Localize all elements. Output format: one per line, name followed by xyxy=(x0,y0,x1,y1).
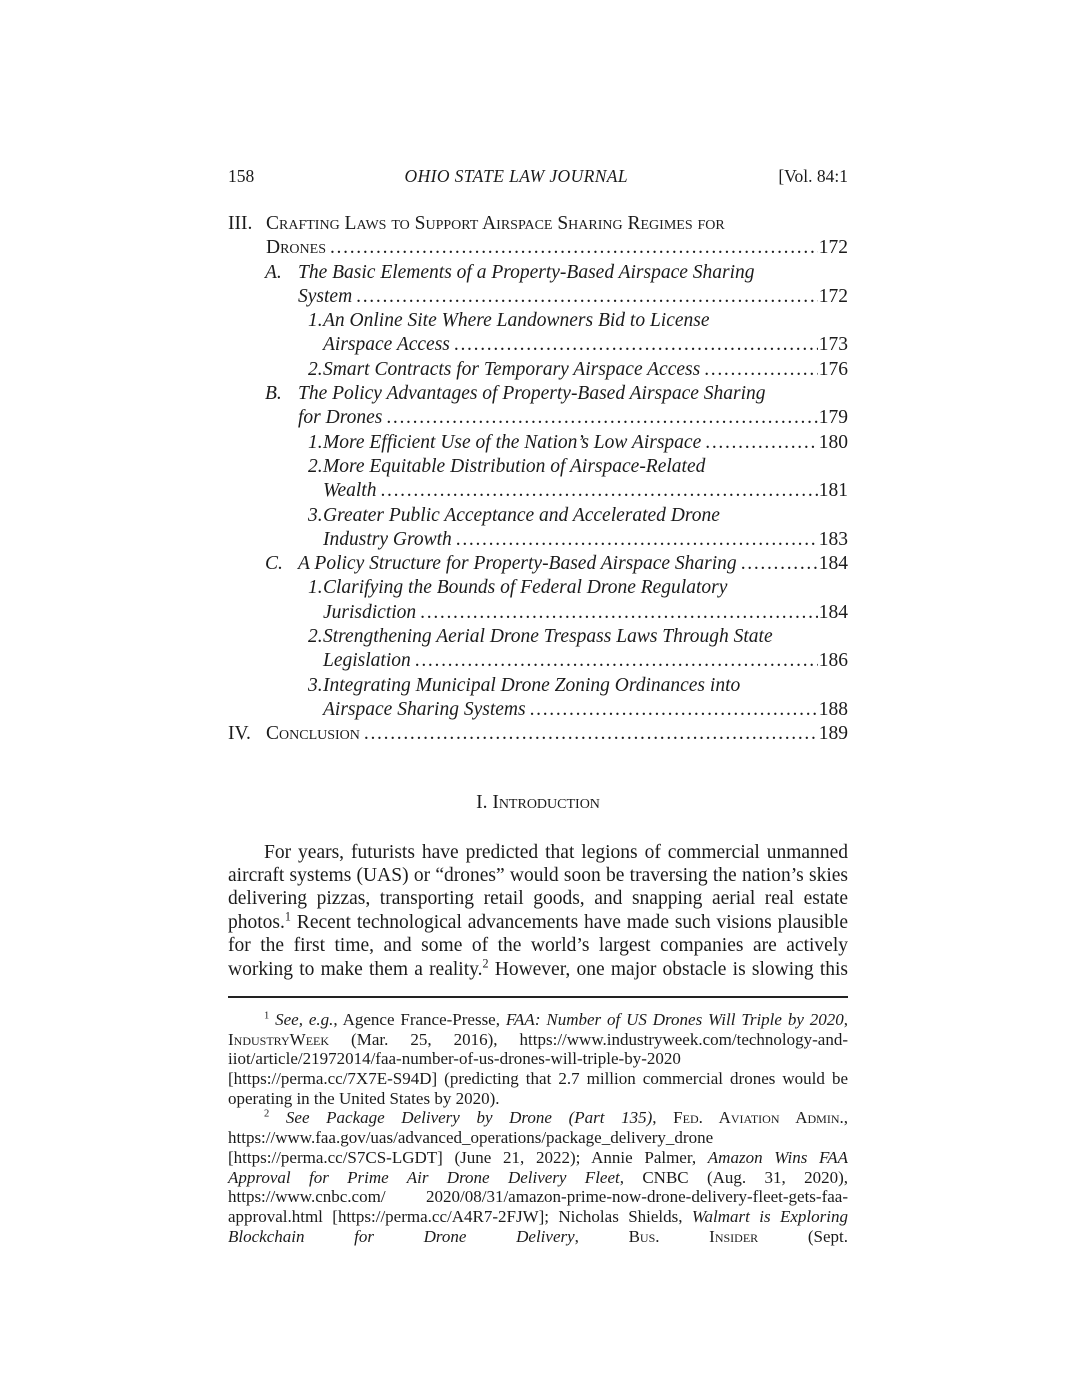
text-run: Bus. Insider xyxy=(628,1226,759,1246)
text-run: , https://www.faa.gov/uas/advanced_operations/package_delivery_drone [https://perma.cc/S7CS-LGDT] (June 21, 2022); Annie Palmer, xyxy=(228,1108,848,1167)
toc-entry-title: Wealth xyxy=(323,480,377,502)
footnote-reference: 2 xyxy=(482,956,489,971)
toc-entry-title: Legislation xyxy=(323,650,411,672)
toc-row xyxy=(228,333,848,357)
toc-entry-title: Smart Contracts for Temporary Airspace Access xyxy=(323,358,701,380)
dot-leader xyxy=(704,358,818,382)
text-run: Recent technological advancements have made such visions plausible for the first time, and some of the world’s largest companies are actively working to make them a reality. xyxy=(228,911,848,980)
footnote-reference: 1 xyxy=(264,1010,270,1022)
dot-leader xyxy=(705,431,818,455)
toc-row xyxy=(228,431,848,455)
toc-entry-title: Industry Growth xyxy=(323,528,452,550)
toc-entry-title: System xyxy=(298,285,353,307)
toc-marker: III. xyxy=(228,213,253,234)
toc-entry-title: The Policy Advantages of Property-Based Airspace Sharing xyxy=(298,383,766,405)
toc-entry-title: An Online Site Where Landowners Bid to License xyxy=(323,310,710,332)
toc-row xyxy=(228,722,848,746)
toc-page-number: 180 xyxy=(818,431,848,453)
toc-page-number: 173 xyxy=(818,334,848,356)
toc-marker: B. xyxy=(265,383,282,405)
toc-row xyxy=(228,212,848,236)
toc-page-number: 179 xyxy=(818,407,848,429)
toc-entry-title: Greater Public Acceptance and Accelerated Drone xyxy=(323,504,720,526)
dot-leader xyxy=(456,528,818,552)
dot-leader xyxy=(380,479,817,503)
toc-entry-title: Strengthening Aerial Drone Trespass Laws Through State xyxy=(323,626,773,648)
toc-row xyxy=(228,576,848,600)
text-run: See, e.g. xyxy=(269,1009,334,1029)
toc-page-number: 172 xyxy=(818,285,848,307)
toc-marker: 1. xyxy=(308,310,323,332)
dot-leader xyxy=(415,649,818,673)
toc-page-number: 176 xyxy=(818,358,848,380)
volume-label: [Vol. 84:1 xyxy=(778,166,848,186)
introduction-paragraph xyxy=(228,841,848,981)
toc-entry-title: Conclusion xyxy=(266,723,360,745)
footnote-1 xyxy=(228,1010,848,1109)
toc-entry-title: More Efficient Use of the Nation’s Low Airspace xyxy=(323,431,702,453)
toc-marker: A. xyxy=(265,261,282,283)
text-run: FAA: Number of US Drones Will Triple by 2020 xyxy=(505,1009,844,1029)
toc-page-number: 184 xyxy=(818,601,848,623)
text-column xyxy=(228,166,848,1246)
toc-page-number: 184 xyxy=(818,553,848,575)
toc-entry-title: Integrating Municipal Drone Zoning Ordinances into xyxy=(323,674,741,696)
toc-marker: IV. xyxy=(228,723,251,745)
dot-leader xyxy=(741,552,818,576)
toc-entry-title: Crafting Laws to Support Airspace Sharing Regimes for xyxy=(266,213,725,234)
toc-row xyxy=(228,382,848,406)
toc-entry-title: Clarifying the Bounds of Federal Drone Regulatory xyxy=(323,577,728,599)
dot-leader xyxy=(530,698,818,722)
dot-leader xyxy=(420,601,818,625)
toc-marker: 1. xyxy=(308,431,323,453)
toc-entry-title: Airspace Access xyxy=(323,334,450,356)
running-head xyxy=(228,166,848,187)
dot-leader xyxy=(330,236,818,260)
toc-page-number: 188 xyxy=(818,698,848,720)
toc-row xyxy=(228,285,848,309)
footnote-reference: 1 xyxy=(284,909,291,924)
toc-row xyxy=(228,528,848,552)
dot-leader xyxy=(454,333,818,357)
toc-page-number: 183 xyxy=(818,528,848,550)
toc-marker: 3. xyxy=(308,674,323,696)
toc-page-number: 189 xyxy=(818,723,848,745)
toc-entry-title: Airspace Sharing Systems xyxy=(323,698,526,720)
toc-row xyxy=(228,504,848,528)
toc-row xyxy=(228,236,848,260)
footnote-separator xyxy=(228,996,848,998)
text-run: , Agence France-Presse, xyxy=(333,1009,506,1029)
toc-page-number: 172 xyxy=(818,237,848,259)
toc-entry-title: A Policy Structure for Property-Based Airspace Sharing xyxy=(298,553,737,575)
toc-row xyxy=(228,309,848,333)
dot-leader xyxy=(356,285,818,309)
text-run: Walmart is Exploring Blockchain for Drone Delivery xyxy=(228,1207,848,1246)
text-run: Fed. Aviation Admin. xyxy=(673,1108,844,1128)
journal-title: OHIO STATE LAW JOURNAL xyxy=(404,166,629,186)
toc-marker: 1. xyxy=(308,577,323,599)
toc-row xyxy=(228,552,848,576)
text-run: , xyxy=(652,1108,674,1128)
toc-marker: C. xyxy=(265,553,283,575)
toc-page-number: 181 xyxy=(818,480,848,502)
toc-entry-title: Drones xyxy=(266,237,326,259)
footnotes xyxy=(228,1010,848,1246)
toc-marker: 2. xyxy=(308,358,323,380)
toc-page-number: 186 xyxy=(818,650,848,672)
toc-row xyxy=(228,674,848,698)
page-number: 158 xyxy=(228,166,255,186)
footnote-2 xyxy=(228,1108,848,1246)
toc-row xyxy=(228,649,848,673)
toc-row xyxy=(228,698,848,722)
text-run: IndustryWeek xyxy=(228,1029,330,1049)
toc-row xyxy=(228,601,848,625)
toc-entry-title: The Basic Elements of a Property-Based Airspace Sharing xyxy=(298,261,755,283)
toc-marker: 3. xyxy=(308,504,323,526)
toc-marker: 2. xyxy=(308,626,323,648)
text-run: , xyxy=(574,1226,629,1246)
toc-row xyxy=(228,625,848,649)
text-run: Amazon Wins FAA Approval for Prime Air Drone Delivery Fleet xyxy=(228,1147,848,1187)
text-run: (Sept. xyxy=(758,1226,848,1246)
toc-entry-title: Jurisdiction xyxy=(323,601,417,623)
toc-row xyxy=(228,406,848,430)
toc-row xyxy=(228,479,848,503)
dot-leader xyxy=(364,722,818,746)
toc-entry-title: for Drones xyxy=(298,407,383,429)
text-run: , xyxy=(843,1009,848,1029)
text-run: (Mar. 25, 2016), https://www.industryweek.com/technology-and-iiot/article/21972014/faa-number-of-us-drones-will-triple-by-2020 [https://perma.cc/7X7E-S94D] (predicting that 2.7 million commercial drones would be operating in the United States by 2020). xyxy=(228,1029,848,1108)
table-of-contents xyxy=(228,212,848,747)
footnote-reference: 2 xyxy=(264,1108,270,1120)
dot-leader xyxy=(386,406,817,430)
text-run: , CNBC (Aug. 31, 2020), https://www.cnbc.com/ 2020/08/31/amazon-prime-now-drone-delivery-fleet-gets-faa-approval.html [https://perma.cc/A4R7-2FJW]; Nicholas Shields, xyxy=(228,1167,848,1226)
toc-row xyxy=(228,358,848,382)
toc-marker: 2. xyxy=(308,455,323,477)
text-run: For years, futurists have predicted that legions of commercial unmanned aircraft systems (UAS) or “drones” would soon be traversing the nation’s skies delivering pizzas, transporting retail goods, and snapping aerial real estate photos. xyxy=(228,841,848,933)
text-run: See Package Delivery by Drone (Part 135) xyxy=(269,1108,653,1128)
toc-row xyxy=(228,455,848,479)
text-run: However, one major obstacle is slowing this xyxy=(488,958,848,980)
section-heading-introduction: I. Introduction xyxy=(476,791,600,813)
toc-row xyxy=(228,261,848,285)
toc-entry-title: More Equitable Distribution of Airspace-Related xyxy=(323,455,706,477)
